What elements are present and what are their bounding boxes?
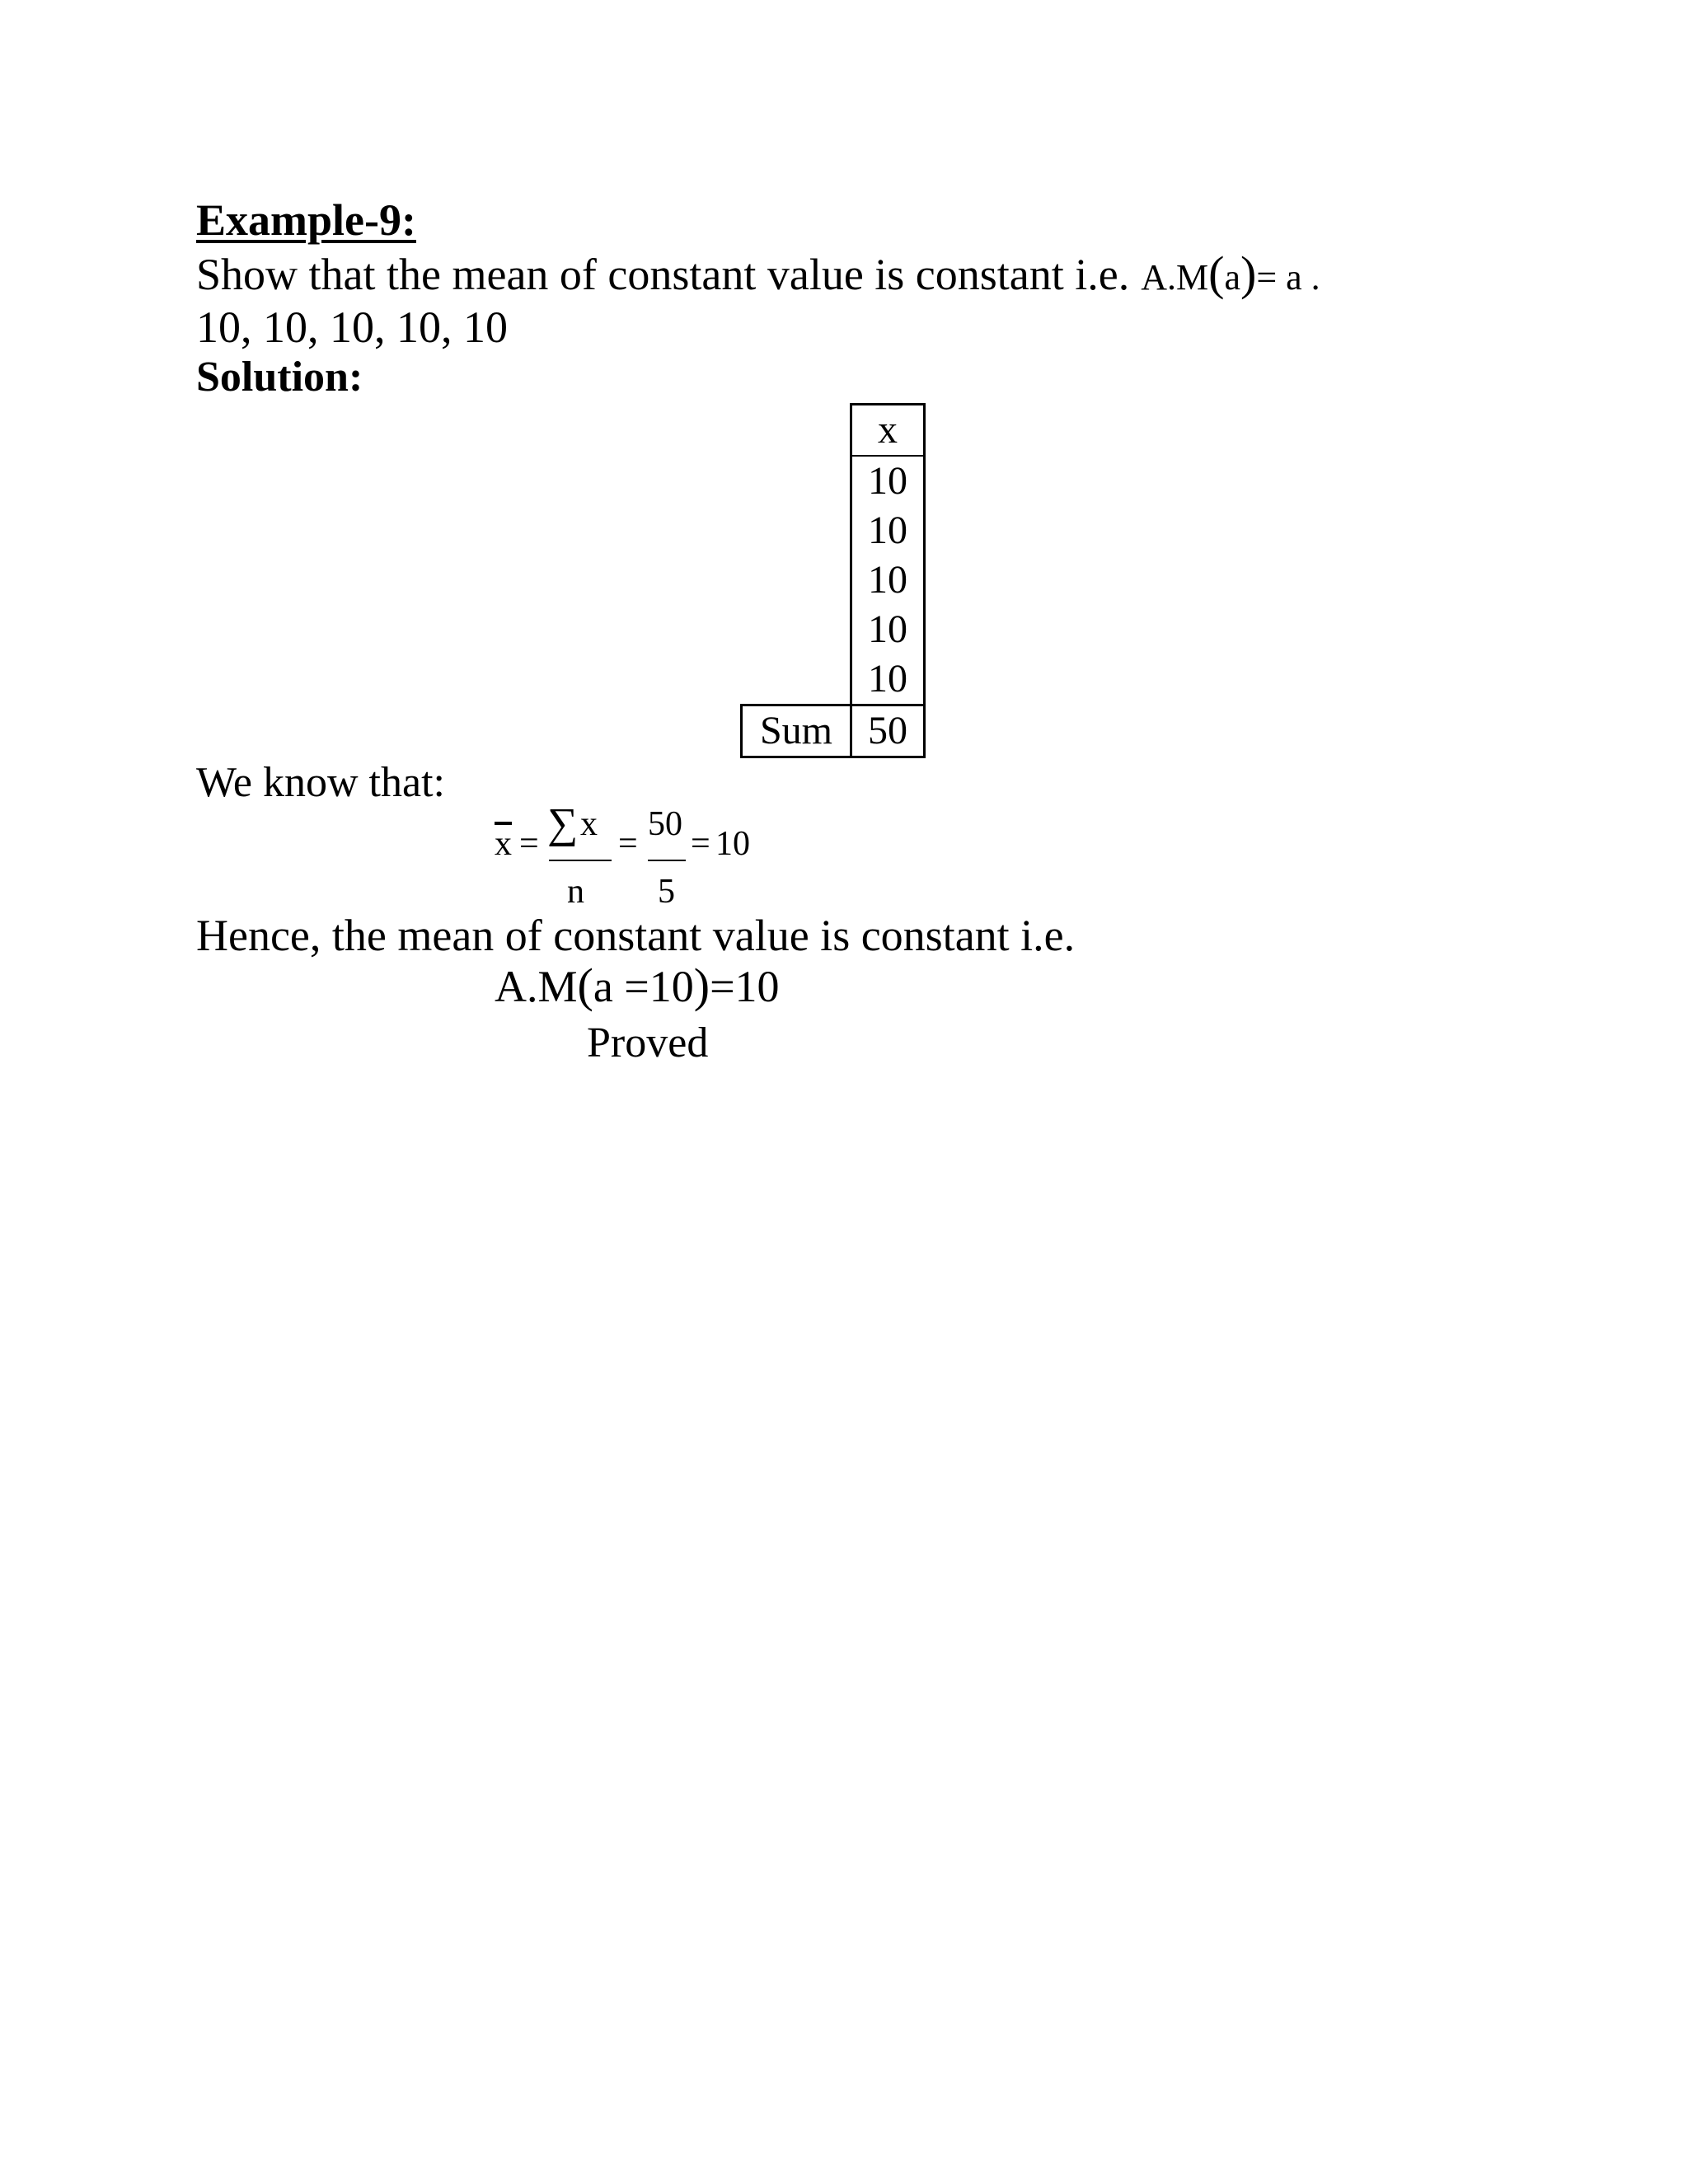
formula-result: 10	[715, 825, 750, 863]
table-header-x: x	[851, 405, 925, 457]
numerator-value: 50	[648, 805, 682, 843]
table-sum-row	[742, 705, 925, 757]
denominator-variable: n	[567, 873, 584, 911]
mean-formula	[495, 800, 841, 911]
solution-label: Solution:	[196, 354, 363, 401]
fraction-bar	[549, 860, 612, 861]
equals-sign: =	[519, 825, 539, 863]
table-row	[742, 555, 925, 605]
sum-label: Sum	[742, 705, 851, 757]
sum-value: 50	[851, 705, 925, 757]
fraction-bar	[648, 860, 686, 861]
statement-text: Show that the mean of constant value is constant i.e.	[196, 250, 1130, 299]
table-header-row	[742, 405, 925, 457]
am-result: A.M(a =10)=10	[495, 958, 780, 1012]
data-table	[740, 403, 926, 758]
table-cell: 10	[851, 555, 925, 605]
numerator-variable: x	[580, 805, 598, 843]
sigma-symbol: ∑	[547, 800, 579, 847]
equals-sign: =	[618, 825, 638, 863]
am-expression: A.M(a)= a .	[1141, 246, 1320, 300]
we-know-text: We know that:	[196, 759, 445, 806]
xbar-symbol: $\overline{x}$	[495, 825, 512, 863]
table-row	[742, 506, 925, 555]
table-cell: 10	[851, 605, 925, 654]
table-row	[742, 654, 925, 705]
denominator-value: 5	[658, 873, 675, 911]
table-row	[742, 456, 925, 506]
example-heading: Example-9:	[196, 195, 416, 245]
table-cell: 10	[851, 456, 925, 506]
table-cell: 10	[851, 654, 925, 705]
conclusion-text: Hence, the mean of constant value is constant i.e.	[196, 911, 1076, 960]
data-values: 10, 10, 10, 10, 10	[196, 302, 508, 352]
proved-label: Proved	[587, 1019, 709, 1066]
table-row	[742, 605, 925, 654]
table-cell: 10	[851, 506, 925, 555]
equals-sign: =	[691, 825, 710, 863]
problem-statement	[196, 246, 1320, 301]
